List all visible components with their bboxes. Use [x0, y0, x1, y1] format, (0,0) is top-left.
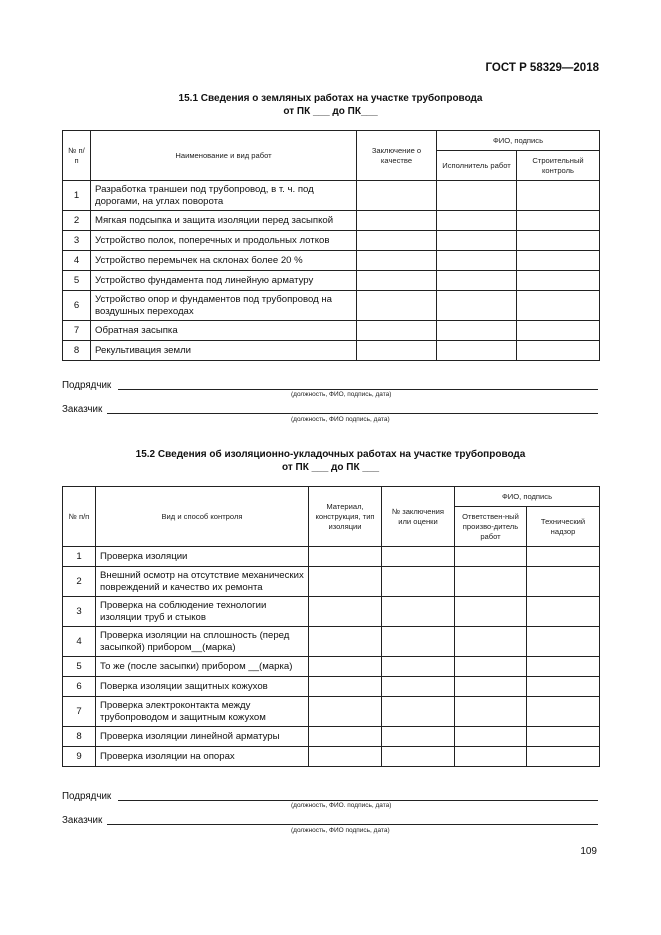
- row-text: Внешний осмотр на отсутствие механических повреждений и качество их ремонта: [96, 567, 309, 597]
- row-number: 3: [63, 597, 96, 627]
- col-control-header: Строительный контроль: [517, 151, 600, 181]
- section1-title: [0, 93, 661, 118]
- table-row: [63, 321, 600, 341]
- entry-cell[interactable]: [517, 181, 600, 211]
- section2-title-line1: 15.2 Сведения об изоляционно-укладочных работах на участке трубопровода: [135, 449, 526, 460]
- col-method-header: Вид и способ контроля: [96, 487, 309, 547]
- customer-label: Заказчик: [62, 815, 103, 826]
- row-number: 8: [63, 341, 91, 361]
- section1-title-line2: от ПК ___ до ПК___: [283, 105, 378, 117]
- row-number: 8: [63, 727, 96, 747]
- table-row: [63, 727, 600, 747]
- entry-cell[interactable]: [382, 677, 455, 697]
- entry-cell[interactable]: [455, 747, 527, 767]
- entry-cell[interactable]: [382, 597, 455, 627]
- table-row: [63, 697, 600, 727]
- entry-cell[interactable]: [309, 747, 382, 767]
- entry-cell[interactable]: [455, 657, 527, 677]
- entry-cell[interactable]: [527, 547, 600, 567]
- row-text: Устройство полок, поперечных и продольных лотков: [91, 231, 357, 251]
- table-row: [63, 597, 600, 627]
- insulation-table: [62, 486, 600, 767]
- contractor-label: Подрядчик: [62, 791, 112, 802]
- row-text: Устройство фундамента под линейную арматуру: [91, 271, 357, 291]
- row-text: Устройство опор и фундаментов под трубопровод на воздушных переходах: [91, 291, 357, 321]
- table-row: [63, 657, 600, 677]
- col-conclusion-header: Заключение о качестве: [357, 131, 437, 181]
- row-number: 6: [63, 677, 96, 697]
- entry-cell[interactable]: [309, 727, 382, 747]
- row-text: Проверка электроконтакта между трубопроводом и защитным кожухом: [96, 697, 309, 727]
- contractor-signature-line-2[interactable]: [62, 788, 598, 802]
- table-row: [63, 627, 600, 657]
- entry-cell[interactable]: [309, 657, 382, 677]
- row-number: 7: [63, 321, 91, 341]
- col-name-header: Наименование и вид работ: [91, 131, 357, 181]
- entry-cell[interactable]: [455, 727, 527, 747]
- entry-cell[interactable]: [357, 321, 437, 341]
- row-number: 5: [63, 271, 91, 291]
- col-material-header: Материал, конструкция, тип изоляции: [309, 487, 382, 547]
- entry-cell[interactable]: [382, 547, 455, 567]
- table-row: [63, 251, 600, 271]
- entry-cell[interactable]: [527, 627, 600, 657]
- contractor-hint: (должность, ФИО, подпись, дата): [291, 391, 392, 398]
- entry-cell[interactable]: [437, 321, 517, 341]
- table-row: [63, 341, 600, 361]
- col-conclusion-header: № заключения или оценки: [382, 487, 455, 547]
- entry-cell[interactable]: [517, 291, 600, 321]
- customer-label: Заказчик: [62, 404, 103, 415]
- customer-hint: (должность, ФИО подпись, дата): [291, 416, 390, 423]
- row-number: 6: [63, 291, 91, 321]
- row-number: 3: [63, 231, 91, 251]
- col-responsible-header: Ответствен-ный произво-дитель работ: [455, 507, 527, 547]
- customer-signature-line-1[interactable]: [62, 401, 598, 415]
- entry-cell[interactable]: [357, 341, 437, 361]
- page-number: 109: [580, 846, 597, 857]
- row-text: Устройство перемычек на склонах более 20 %: [91, 251, 357, 271]
- entry-cell[interactable]: [437, 181, 517, 211]
- entry-cell[interactable]: [309, 567, 382, 597]
- row-text: Проверка изоляции линейной арматуры: [96, 727, 309, 747]
- table-row: [63, 291, 600, 321]
- entry-cell[interactable]: [357, 231, 437, 251]
- entry-cell[interactable]: [437, 231, 517, 251]
- entry-cell[interactable]: [455, 547, 527, 567]
- entry-cell[interactable]: [382, 657, 455, 677]
- section1-title-line1: 15.1 Сведения о земляных работах на участке трубопровода: [178, 93, 483, 104]
- table-row: [63, 567, 600, 597]
- row-number: 2: [63, 211, 91, 231]
- row-text: Разработка траншеи под трубопровод, в т. ч. под дорогами, на углах поворота: [91, 181, 357, 211]
- row-text: Поверка изоляции защитных кожухов: [96, 677, 309, 697]
- entry-cell[interactable]: [527, 657, 600, 677]
- col-executor-header: Исполнитель работ: [437, 151, 517, 181]
- entry-cell[interactable]: [517, 231, 600, 251]
- contractor-label: Подрядчик: [62, 380, 112, 391]
- entry-cell[interactable]: [517, 251, 600, 271]
- row-text: Проверка изоляции на опорах: [96, 747, 309, 767]
- col-fio-header: ФИО, подпись: [455, 487, 600, 507]
- table-row: [63, 271, 600, 291]
- entry-cell[interactable]: [455, 677, 527, 697]
- row-number: 1: [63, 547, 96, 567]
- entry-cell[interactable]: [309, 547, 382, 567]
- contractor-hint: (должность, ФИО. подпись, дата): [291, 802, 392, 809]
- table-row: [63, 211, 600, 231]
- row-text: Проверка изоляции: [96, 547, 309, 567]
- row-text: Обратная засыпка: [91, 321, 357, 341]
- row-number: 9: [63, 747, 96, 767]
- customer-hint: (должность, ФИО подпись, дата): [291, 827, 390, 834]
- customer-signature-line-2[interactable]: [62, 812, 598, 826]
- col-num-header: № п/п: [63, 131, 91, 181]
- entry-cell[interactable]: [382, 567, 455, 597]
- table-row: [63, 547, 600, 567]
- section2-title-line2: от ПК ___ до ПК ___: [281, 461, 380, 473]
- table-row: [63, 677, 600, 697]
- row-number: 2: [63, 567, 96, 597]
- table-row: [63, 747, 600, 767]
- entry-cell[interactable]: [309, 697, 382, 727]
- col-fio-header: ФИО, подпись: [437, 131, 600, 151]
- entry-cell[interactable]: [527, 677, 600, 697]
- table-row: [63, 181, 600, 211]
- entry-cell[interactable]: [437, 251, 517, 271]
- entry-cell[interactable]: [527, 727, 600, 747]
- entry-cell[interactable]: [455, 697, 527, 727]
- entry-cell[interactable]: [357, 271, 437, 291]
- row-text: Мягкая подсыпка и защита изоляции перед засыпкой: [91, 211, 357, 231]
- entry-cell[interactable]: [517, 321, 600, 341]
- entry-cell[interactable]: [437, 211, 517, 231]
- earthworks-table: [62, 130, 600, 361]
- row-text: Рекультивация земли: [91, 341, 357, 361]
- entry-cell[interactable]: [455, 627, 527, 657]
- row-text: То же (после засыпки) прибором __(марка): [96, 657, 309, 677]
- entry-cell[interactable]: [517, 341, 600, 361]
- entry-cell[interactable]: [437, 341, 517, 361]
- row-number: 7: [63, 697, 96, 727]
- entry-cell[interactable]: [527, 567, 600, 597]
- row-text: Проверка изоляции на сплошность (перед засыпкой) прибором__(марка): [96, 627, 309, 657]
- entry-cell[interactable]: [357, 211, 437, 231]
- entry-cell[interactable]: [382, 697, 455, 727]
- entry-cell[interactable]: [527, 697, 600, 727]
- entry-cell[interactable]: [517, 211, 600, 231]
- contractor-signature-line-1[interactable]: [62, 377, 598, 391]
- entry-cell[interactable]: [309, 627, 382, 657]
- entry-cell[interactable]: [437, 291, 517, 321]
- row-number: 4: [63, 251, 91, 271]
- entry-cell[interactable]: [382, 627, 455, 657]
- entry-cell[interactable]: [309, 677, 382, 697]
- table-row: [63, 231, 600, 251]
- entry-cell[interactable]: [527, 747, 600, 767]
- entry-cell[interactable]: [517, 271, 600, 291]
- row-number: 1: [63, 181, 91, 211]
- col-num-header: № п/п: [63, 487, 96, 547]
- row-number: 5: [63, 657, 96, 677]
- entry-cell[interactable]: [455, 597, 527, 627]
- entry-cell[interactable]: [527, 597, 600, 627]
- entry-cell[interactable]: [382, 747, 455, 767]
- entry-cell[interactable]: [309, 597, 382, 627]
- entry-cell[interactable]: [382, 727, 455, 747]
- entry-cell[interactable]: [437, 271, 517, 291]
- section2-title: [0, 449, 661, 474]
- entry-cell[interactable]: [357, 251, 437, 271]
- standard-code: ГОСТ Р 58329—2018: [485, 62, 599, 74]
- entry-cell[interactable]: [357, 291, 437, 321]
- row-text: Проверка на соблюдение технологии изоляции труб и стыков: [96, 597, 309, 627]
- entry-cell[interactable]: [357, 181, 437, 211]
- entry-cell[interactable]: [455, 567, 527, 597]
- row-number: 4: [63, 627, 96, 657]
- col-supervision-header: Технический надзор: [527, 507, 600, 547]
